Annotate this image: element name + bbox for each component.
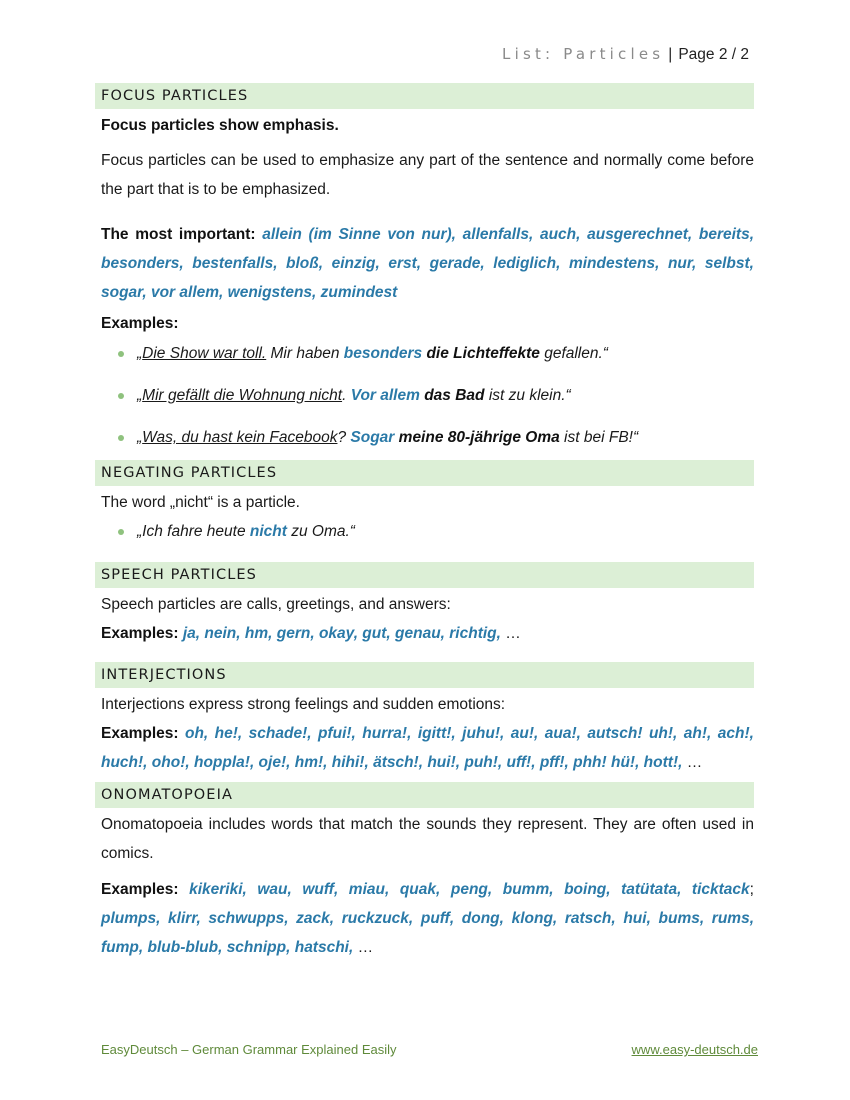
bullet-icon [118,529,124,535]
onomatopoeia-text: Onomatopoeia includes words that match the sounds they represent. They are often used in comics. [101,816,754,862]
list-item: „Was, du hast kein Facebook? Sogar meine 80-jährige Oma ist bei FB!“ [117,423,754,452]
focus-examples-list [95,339,754,452]
page-header: List: Particles | Page 2 / 2 [502,45,749,63]
document-body [95,83,754,962]
list-item: „Die Show war toll. Mir haben besonders die Lichteffekte gefallen.“ [117,339,754,368]
footer-tagline: EasyDeutsch – German Grammar Explained Easily [101,1042,397,1057]
speech-examples: Examples: ja, nein, hm, gern, okay, gut, genau, richtig, … [101,625,521,642]
footer-website-link[interactable]: www.easy-deutsch.de [631,1042,758,1057]
section-heading-focus: FOCUS PARTICLES [95,83,754,109]
speech-text: Speech particles are calls, greetings, and answers: [101,596,451,613]
section-heading-onomatopoeia: ONOMATOPOEIA [95,782,754,808]
focus-examples-label: Examples: [101,315,179,332]
page-number: Page 2 / 2 [678,46,749,63]
section-heading-interjections: INTERJECTIONS [95,662,754,688]
document-title: List: Particles [502,45,665,63]
focus-subtitle: Focus particles show emphasis. [101,117,339,134]
onomatopoeia-examples: Examples: kikeriki, wau, wuff, miau, quak, peng, bumm, boing, tatütata, ticktack; plumps, klirr, schwupps, zack, ruckzuck, puff, dong, klong, ratsch, hui, bums, rums, fump, blub-blub, schnipp, hatschi, … [101,881,754,956]
focus-most-important: The most important: allein (im Sinne von nur), allenfalls, auch, ausgerechnet, bereits, besonders, bestenfalls, bloß, einzig, erst, gerade, lediglich, mindestens, nur, selbst, sogar, vor allem, wenigstens, zumindest [101,226,754,301]
interjections-text: Interjections express strong feelings and sudden emotions: [101,696,506,713]
section-heading-speech: SPEECH PARTICLES [95,562,754,588]
bullet-icon [118,351,124,357]
interjections-examples: Examples: oh, he!, schade!, pfui!, hurra!, igitt!, juhu!, au!, aua!, autsch! uh!, ah!, ach!, huch!, oho!, hoppla!, oje!, hm!, hihi!, ätsch!, hui!, puh!, uff!, pff!, phh! hü!, hott!, … [101,725,754,771]
list-item: „Mir gefällt die Wohnung nicht. Vor allem das Bad ist zu klein.“ [117,381,754,410]
bullet-icon [118,393,124,399]
focus-description: Focus particles can be used to emphasize any part of the sentence and normally come before the part that is to be emphasized. [101,152,754,198]
list-item: „Ich fahre heute nicht zu Oma.“ [117,517,754,546]
negating-examples-list [95,517,754,546]
negating-text: The word „nicht“ is a particle. [101,494,300,511]
section-heading-negating: NEGATING PARTICLES [95,460,754,486]
bullet-icon [118,435,124,441]
